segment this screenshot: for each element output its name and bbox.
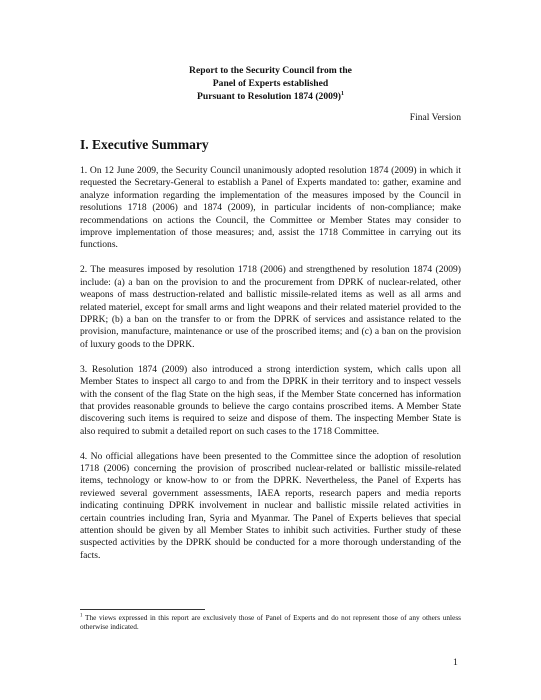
paragraph-1: 1. On 12 June 2009, the Security Council unanimously adopted resolution 1874 (2009) in which it requested the Secretary-General to establish a Panel of Experts mandated to: gather, examine and analyze information regarding the implementation of the measures imposed by the Council in resolutions 1718 (2006) and 1874 (2009), in particular incidents of non-compliance; make recommendations on actions the Council, the Committee or Member States may consider to improve implementation of those measures; and, assist the 1718 Committee in carrying out its functions.: [80, 165, 461, 251]
title-line-1: Report to the Security Council from the: [189, 65, 352, 76]
report-title: [0, 64, 541, 103]
footnote-text: The views expressed in this report are exclusively those of Panel of Experts and do not represent those of any others unless otherwise indicated.: [80, 613, 461, 632]
title-line-3: [0, 90, 541, 103]
paragraph-2: 2. The measures imposed by resolution 1718 (2006) and strengthened by resolution 1874 (2009) include: (a) a ban on the provision to and the procurement from DPRK of nuclear-related, other weapons of mass destruction-related and ballistic missile-related items as well as all arms and related materiel, except for small arms and light weapons and their related materiel provided to the DPRK; (b) a ban on the transfer to or from the DPRK of services and assistance related to the provision, manufacture, maintenance or use of the proscribed items; and (c) a ban on the provision of luxury goods to the DPRK.: [80, 264, 461, 350]
body-text: [80, 165, 461, 575]
footnote: [80, 613, 461, 632]
title-line-3-text: Pursuant to Resolution 1874 (2009): [197, 91, 341, 102]
title-line-2: Panel of Experts established: [212, 78, 329, 89]
footnote-divider: [80, 609, 205, 610]
footnote-marker: 1: [80, 613, 83, 619]
page-number: 1: [453, 657, 458, 668]
title-footnote-marker: 1: [340, 90, 344, 97]
paragraph-4: 4. No official allegations have been presented to the Committee since the adoption of resolution 1718 (2006) concerning the provision of proscribed nuclear-related or ballistic missile-related items, technology or know-how to or from the DPRK. Nevertheless, the Panel of Experts has reviewed several government assessments, IAEA reports, research papers and media reports indicating continuing DPRK involvement in nuclear and ballistic missile related activities in certain countries including Iran, Syria and Myanmar. The Panel of Experts believes that special attention should be given by all Member States to inhibit such activities. Further study of these suspected activities by the DPRK should be conducted for a more thorough understanding of the facts.: [80, 450, 461, 561]
version-label: Final Version: [409, 112, 461, 123]
section-heading: I. Executive Summary: [80, 137, 209, 152]
paragraph-3: 3. Resolution 1874 (2009) also introduced a strong interdiction system, which calls upon all Member States to inspect all cargo to and from the DPRK in their territory and to inspect vessels with the consent of the flag State on the high seas, if the Member State concerned has information that provides reasonable grounds to believe the cargo contains proscribed items. A Member State discovering such items is required to seize and dispose of them. The inspecting Member State is also required to submit a detailed report on such cases to the 1718 Committee.: [80, 363, 461, 437]
